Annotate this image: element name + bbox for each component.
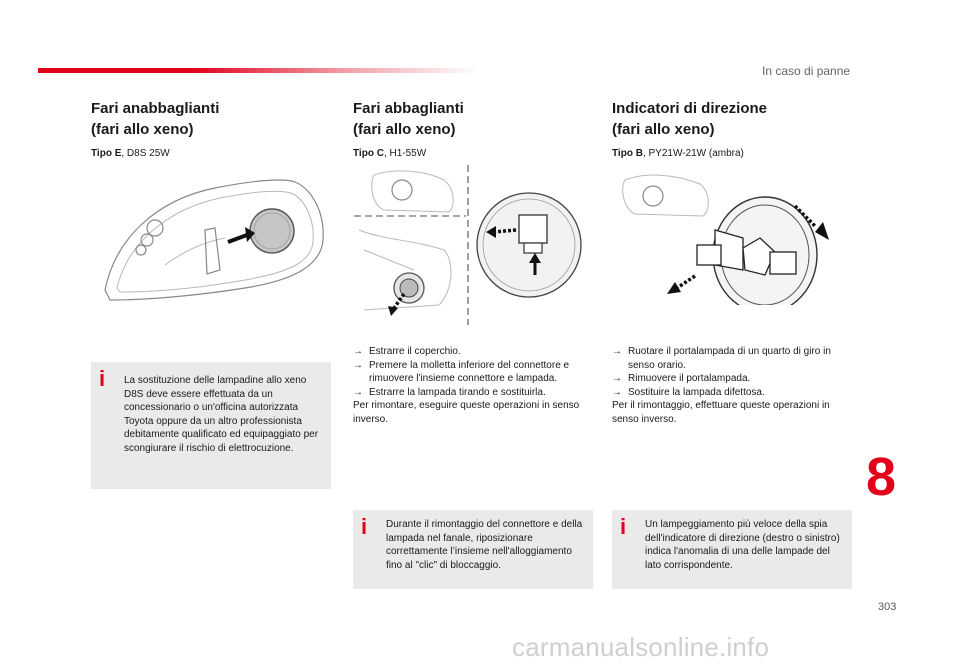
column-2-tipo: Tipo C, H1-55W bbox=[353, 148, 427, 159]
info-box-fast-blinking-text: Un lampeggiamento più veloce della spia dell'indicatore di direzione (destro o sinistro) indica l'anomalia di una delle lampade del lato corrispondente. bbox=[645, 519, 840, 571]
info-box-reassembly bbox=[353, 510, 593, 589]
column-2-title-line2: (fari allo xeno) bbox=[353, 121, 456, 138]
column-2-title-line1: Fari abbaglianti bbox=[353, 100, 464, 117]
bullet-icon: → bbox=[612, 346, 622, 357]
info-icon: i bbox=[361, 514, 368, 539]
info-icon: i bbox=[99, 366, 106, 391]
turn-indicator-steps-footer: Per il rimontaggio, effettuare queste operazioni in senso inverso. bbox=[612, 400, 830, 425]
turn-indicator-steps bbox=[612, 345, 852, 426]
column-3-tipo: Tipo B, PY21W-21W (ambra) bbox=[612, 148, 744, 159]
column-3-title-line2: (fari allo xeno) bbox=[612, 121, 715, 138]
column-1-heading bbox=[91, 98, 219, 159]
header-accent-bar bbox=[38, 68, 478, 73]
info-icon: i bbox=[620, 514, 627, 539]
page-number: 303 bbox=[878, 601, 897, 613]
watermark: carmanualsonline.info bbox=[512, 632, 770, 662]
high-beam-steps-footer: Per rimontare, eseguire queste operazioni in senso inverso. bbox=[353, 400, 580, 425]
bullet-icon: → bbox=[612, 386, 622, 398]
section-title: In caso di panne bbox=[762, 64, 851, 78]
bullet-icon: → bbox=[353, 346, 363, 357]
list-item: → Estrarre il coperchio. bbox=[353, 346, 461, 357]
chapter-number: 8 bbox=[866, 447, 897, 507]
column-2-heading bbox=[353, 98, 464, 159]
info-box-reassembly-text: Durante il rimontaggio del connettore e della lampada nel fanale, riposizionare correttamente l’insieme nell'alloggiamento fino al "clic" di bloccaggio. bbox=[386, 519, 583, 571]
high-beam-steps bbox=[353, 345, 593, 426]
list-item: → Estrarre la lampada tirando e sostituirla. bbox=[353, 386, 546, 398]
bullet-icon: → bbox=[353, 386, 363, 398]
column-1-title-line1: Fari anabbaglianti bbox=[91, 100, 220, 117]
info-box-xenon-warning bbox=[91, 362, 331, 489]
info-box-xenon-text: La sostituzione delle lampadine allo xeno D8S deve essere effettuata da un concessionario o un'officina autorizzata Toyota oppure da un altro professionista debitamente qualificato ed equipaggiato per scongiurare il rischio di elettrocuzione. bbox=[124, 375, 319, 454]
info-box-fast-blinking bbox=[612, 510, 852, 589]
bullet-icon: → bbox=[612, 373, 622, 384]
list-item: → Premere la molletta inferiore del connettore e rimuovere l'insieme connettore e lampada. bbox=[353, 359, 570, 384]
bullet-icon: → bbox=[353, 359, 363, 371]
column-3-heading bbox=[612, 98, 767, 159]
list-item: → Sostituire la lampada difettosa. bbox=[612, 386, 765, 398]
high-beam-illustration bbox=[354, 160, 582, 325]
list-item: → Ruotare il portalampada di un quarto di giro in senso orario. bbox=[612, 346, 831, 371]
column-3-title-line1: Indicatori di direzione bbox=[612, 100, 768, 117]
column-1-title-line2: (fari allo xeno) bbox=[91, 121, 194, 138]
low-beam-headlamp-illustration bbox=[95, 170, 330, 315]
turn-indicator-illustration bbox=[615, 170, 843, 305]
list-item: → Rimuovere il portalampada. bbox=[612, 373, 751, 384]
column-1-tipo: Tipo E, D8S 25W bbox=[91, 148, 170, 159]
